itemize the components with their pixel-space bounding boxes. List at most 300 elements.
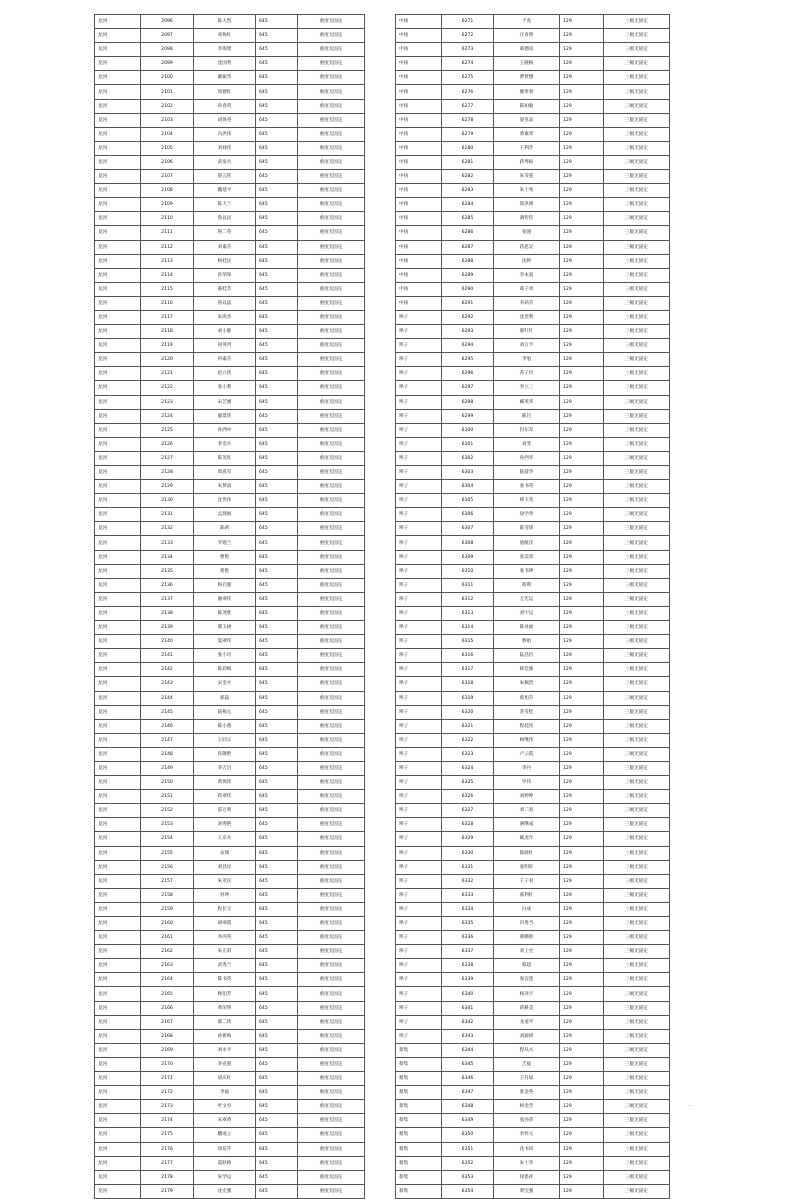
- category-cell: 三级无固定: [604, 1043, 670, 1057]
- name-cell: 韩佳修: [494, 663, 560, 677]
- amount-cell: 645: [256, 1043, 298, 1057]
- table-row: [396, 1100, 670, 1114]
- table-row: [396, 508, 670, 522]
- name-cell: 满传钦: [494, 212, 560, 226]
- category-cell: 重度无固定: [298, 677, 365, 691]
- name-cell: 徐花芹: [194, 1142, 256, 1156]
- amount-cell: 129: [560, 733, 604, 747]
- amount-cell: 645: [256, 564, 298, 578]
- table-row: [396, 804, 670, 818]
- amount-cell: 645: [256, 705, 298, 719]
- name-cell: 王晓梅: [494, 57, 560, 71]
- category-cell: 三级无固定: [604, 874, 670, 888]
- name-cell: 刘永平: [194, 1043, 256, 1057]
- number-cell: 6325: [442, 776, 494, 790]
- amount-cell: 129: [560, 1100, 604, 1114]
- amount-cell: 129: [560, 621, 604, 635]
- category-cell: 三级无固定: [604, 1100, 670, 1114]
- region-cell: 龙河: [95, 776, 141, 790]
- region-cell: 埠子: [396, 466, 442, 480]
- number-cell: 6323: [442, 747, 494, 761]
- table-row: [95, 212, 365, 226]
- table-row: [95, 15, 365, 29]
- amount-cell: 129: [560, 409, 604, 423]
- amount-cell: 129: [560, 719, 604, 733]
- region-cell: 中扬: [396, 184, 442, 198]
- name-cell: 陆昌臣: [494, 649, 560, 663]
- amount-cell: 645: [256, 790, 298, 804]
- number-cell: 2118: [141, 325, 194, 339]
- amount-cell: 129: [560, 931, 604, 945]
- category-cell: 重度无固定: [298, 1029, 365, 1043]
- table-row: [396, 606, 670, 620]
- number-cell: 2135: [141, 564, 194, 578]
- number-cell: 6328: [442, 818, 494, 832]
- number-cell: 2126: [141, 437, 194, 451]
- name-cell: 蒋思吴: [494, 240, 560, 254]
- amount-cell: 645: [256, 804, 298, 818]
- amount-cell: 645: [256, 141, 298, 155]
- name-cell: 张书坤: [494, 564, 560, 578]
- name-cell: 夏翠侠: [194, 635, 256, 649]
- region-cell: 龙河: [95, 606, 141, 620]
- region-cell: 龙河: [95, 663, 141, 677]
- name-cell: 徐英玥: [194, 339, 256, 353]
- category-cell: 三级无固定: [604, 691, 670, 705]
- number-cell: 2128: [141, 466, 194, 480]
- number-cell: 6347: [442, 1086, 494, 1100]
- number-cell: 6345: [442, 1057, 494, 1071]
- category-cell: 重度无固定: [298, 1184, 365, 1198]
- amount-cell: 129: [560, 15, 604, 29]
- number-cell: 6331: [442, 860, 494, 874]
- table-row: [396, 761, 670, 775]
- amount-cell: 645: [256, 987, 298, 1001]
- number-cell: 6286: [442, 226, 494, 240]
- region-cell: 龙河: [95, 1170, 141, 1184]
- table-row: [95, 874, 365, 888]
- amount-cell: 645: [256, 1156, 298, 1170]
- amount-cell: 129: [560, 170, 604, 184]
- number-cell: 2144: [141, 691, 194, 705]
- name-cell: 朱雪莲: [494, 170, 560, 184]
- category-cell: 三级无固定: [604, 592, 670, 606]
- name-cell: 朱正彩: [194, 945, 256, 959]
- amount-cell: 129: [560, 846, 604, 860]
- number-cell: 2176: [141, 1142, 194, 1156]
- number-cell: 6349: [442, 1114, 494, 1128]
- name-cell: 李丙英: [194, 931, 256, 945]
- number-cell: 2159: [141, 902, 194, 916]
- table-row: [396, 1029, 670, 1043]
- category-cell: 三级无固定: [604, 733, 670, 747]
- number-cell: 6342: [442, 1015, 494, 1029]
- category-cell: 三级无固定: [604, 1128, 670, 1142]
- number-cell: 2102: [141, 99, 194, 113]
- category-cell: 三级无固定: [604, 959, 670, 973]
- number-cell: 2160: [141, 917, 194, 931]
- number-cell: 2113: [141, 254, 194, 268]
- name-cell: 刘骏研: [494, 1029, 560, 1043]
- category-cell: 三级无固定: [604, 1142, 670, 1156]
- category-cell: 重度无固定: [298, 494, 365, 508]
- name-cell: 廖景侠: [194, 409, 256, 423]
- table-row: [396, 733, 670, 747]
- amount-cell: 129: [560, 663, 604, 677]
- table-row: [396, 677, 670, 691]
- amount-cell: 645: [256, 663, 298, 677]
- name-cell: 叶文亭: [194, 1100, 256, 1114]
- table-row: [95, 931, 365, 945]
- name-cell: 胡庆红: [194, 1072, 256, 1086]
- category-cell: 重度无固定: [298, 621, 365, 635]
- region-cell: 埠子: [396, 592, 442, 606]
- number-cell: 2117: [141, 310, 194, 324]
- table-row: [95, 1015, 365, 1029]
- name-cell: 曹梦德: [494, 71, 560, 85]
- region-cell: 埠子: [396, 790, 442, 804]
- category-cell: 重度无固定: [298, 43, 365, 57]
- amount-cell: 645: [256, 57, 298, 71]
- amount-cell: 129: [560, 606, 604, 620]
- number-cell: 6322: [442, 733, 494, 747]
- amount-cell: 129: [560, 113, 604, 127]
- number-cell: 6317: [442, 663, 494, 677]
- region-cell: 龙河: [95, 846, 141, 860]
- category-cell: 三级无固定: [604, 508, 670, 522]
- number-cell: 6312: [442, 592, 494, 606]
- table-row: [95, 973, 365, 987]
- region-cell: 龙河: [95, 57, 141, 71]
- region-cell: 龙河: [95, 705, 141, 719]
- category-cell: 三级无固定: [604, 1001, 670, 1015]
- name-cell: 陈雪锋: [494, 522, 560, 536]
- table-row: [95, 917, 365, 931]
- name-cell: 冯洪伟: [194, 127, 256, 141]
- name-cell: 梁亚品: [494, 113, 560, 127]
- amount-cell: 129: [560, 254, 604, 268]
- number-cell: 6324: [442, 761, 494, 775]
- table-row: [396, 480, 670, 494]
- category-cell: 三级无固定: [604, 832, 670, 846]
- name-cell: 徐学善: [494, 508, 560, 522]
- number-cell: 2103: [141, 113, 194, 127]
- region-cell: 中扬: [396, 85, 442, 99]
- name-cell: 朱佩贵: [494, 677, 560, 691]
- category-cell: 三级无固定: [604, 409, 670, 423]
- name-cell: 刘禄侠: [194, 141, 256, 155]
- name-cell: 封东军: [494, 423, 560, 437]
- amount-cell: 129: [560, 550, 604, 564]
- number-cell: 6304: [442, 480, 494, 494]
- amount-cell: 645: [256, 184, 298, 198]
- name-cell: 苏子玲: [494, 367, 560, 381]
- name-cell: 李莉芬: [494, 296, 560, 310]
- amount-cell: 645: [256, 494, 298, 508]
- region-cell: 中扬: [396, 113, 442, 127]
- table-row: [396, 1015, 670, 1029]
- number-cell: 6305: [442, 494, 494, 508]
- table-row: [95, 606, 365, 620]
- region-cell: 龙河: [95, 945, 141, 959]
- amount-cell: 645: [256, 381, 298, 395]
- region-cell: 龙河: [95, 1015, 141, 1029]
- name-cell: 赵立侠: [194, 367, 256, 381]
- region-cell: 龙河: [95, 99, 141, 113]
- amount-cell: 129: [560, 564, 604, 578]
- number-cell: 6279: [442, 127, 494, 141]
- category-cell: 三级无固定: [604, 606, 670, 620]
- region-cell: 蔡集: [396, 1086, 442, 1100]
- amount-cell: 129: [560, 1029, 604, 1043]
- region-cell: 龙河: [95, 325, 141, 339]
- region-cell: 龙河: [95, 649, 141, 663]
- category-cell: 三级无固定: [604, 1156, 670, 1170]
- name-cell: 戴振华: [194, 71, 256, 85]
- right-roster-body: [396, 15, 670, 1199]
- category-cell: 三级无固定: [604, 353, 670, 367]
- category-cell: 重度无固定: [298, 1043, 365, 1057]
- region-cell: 埠子: [396, 578, 442, 592]
- table-row: [95, 480, 365, 494]
- name-cell: 郝桂芳: [194, 282, 256, 296]
- name-cell: 孙春英: [194, 99, 256, 113]
- region-cell: 埠子: [396, 888, 442, 902]
- name-cell: 刘士宏: [494, 945, 560, 959]
- table-row: [95, 818, 365, 832]
- page-mark: ··: [689, 1103, 693, 1109]
- amount-cell: 129: [560, 578, 604, 592]
- number-cell: 2122: [141, 381, 194, 395]
- region-cell: 埠子: [396, 395, 442, 409]
- name-cell: 韩玉英: [494, 494, 560, 508]
- table-row: [396, 902, 670, 916]
- category-cell: 重度无固定: [298, 437, 365, 451]
- name-cell: 刘变: [494, 437, 560, 451]
- number-cell: 6311: [442, 578, 494, 592]
- category-cell: 重度无固定: [298, 1086, 365, 1100]
- category-cell: 三级无固定: [604, 550, 670, 564]
- name-cell: 张金英: [494, 1086, 560, 1100]
- name-cell: 鲁二英: [194, 226, 256, 240]
- table-row: [95, 296, 365, 310]
- number-cell: 2177: [141, 1156, 194, 1170]
- amount-cell: 645: [256, 888, 298, 902]
- name-cell: 黄保侠: [194, 776, 256, 790]
- amount-cell: 129: [560, 1128, 604, 1142]
- table-row: [95, 310, 365, 324]
- table-row: [95, 804, 365, 818]
- category-cell: 三级无固定: [604, 339, 670, 353]
- table-row: [396, 381, 670, 395]
- table-row: [396, 212, 670, 226]
- category-cell: 重度无固定: [298, 888, 365, 902]
- category-cell: 三级无固定: [604, 127, 670, 141]
- number-cell: 2164: [141, 973, 194, 987]
- amount-cell: 129: [560, 804, 604, 818]
- name-cell: 郝玉树: [194, 621, 256, 635]
- table-row: [95, 494, 365, 508]
- amount-cell: 645: [256, 846, 298, 860]
- name-cell: 黄素荣: [494, 127, 560, 141]
- table-row: [396, 621, 670, 635]
- region-cell: 龙河: [95, 71, 141, 85]
- name-cell: 李怀元: [494, 1128, 560, 1142]
- amount-cell: 645: [256, 973, 298, 987]
- name-cell: 于查: [494, 15, 560, 29]
- table-row: [396, 818, 670, 832]
- table-row: [396, 409, 670, 423]
- table-row: [95, 170, 365, 184]
- category-cell: 重度无固定: [298, 423, 365, 437]
- table-row: [95, 451, 365, 465]
- name-cell: 张强: [494, 226, 560, 240]
- name-cell: 罗伟: [494, 776, 560, 790]
- region-cell: 龙河: [95, 1128, 141, 1142]
- table-row: [396, 931, 670, 945]
- table-row: [396, 945, 670, 959]
- number-cell: 6332: [442, 874, 494, 888]
- table-row: [396, 254, 670, 268]
- category-cell: 重度无固定: [298, 804, 365, 818]
- region-cell: 中扬: [396, 212, 442, 226]
- region-cell: 中扬: [396, 254, 442, 268]
- number-cell: 6291: [442, 296, 494, 310]
- number-cell: 2123: [141, 395, 194, 409]
- table-row: [95, 564, 365, 578]
- left-roster-table: [94, 14, 365, 1199]
- category-cell: 三级无固定: [604, 494, 670, 508]
- category-cell: 三级无固定: [604, 663, 670, 677]
- amount-cell: 645: [256, 917, 298, 931]
- category-cell: 重度无固定: [298, 790, 365, 804]
- category-cell: 三级无固定: [604, 423, 670, 437]
- amount-cell: 129: [560, 917, 604, 931]
- number-cell: 2146: [141, 719, 194, 733]
- amount-cell: 129: [560, 212, 604, 226]
- name-cell: 沈婷: [494, 254, 560, 268]
- table-row: [396, 1142, 670, 1156]
- number-cell: 2145: [141, 705, 194, 719]
- amount-cell: 129: [560, 1086, 604, 1100]
- table-row: [95, 1072, 365, 1086]
- region-cell: 龙河: [95, 451, 141, 465]
- table-row: [396, 1043, 670, 1057]
- number-cell: 2121: [141, 367, 194, 381]
- table-row: [396, 832, 670, 846]
- region-cell: 龙河: [95, 282, 141, 296]
- category-cell: 三级无固定: [604, 184, 670, 198]
- table-row: [95, 1001, 365, 1015]
- region-cell: 中扬: [396, 198, 442, 212]
- table-row: [396, 522, 670, 536]
- region-cell: 蔡集: [396, 1043, 442, 1057]
- name-cell: 蒋翠侠: [194, 790, 256, 804]
- region-cell: 龙河: [95, 635, 141, 649]
- name-cell: 郝红红: [494, 325, 560, 339]
- table-row: [396, 592, 670, 606]
- category-cell: 重度无固定: [298, 451, 365, 465]
- amount-cell: 129: [560, 1170, 604, 1184]
- table-row: [396, 635, 670, 649]
- amount-cell: 129: [560, 141, 604, 155]
- category-cell: 三级无固定: [604, 381, 670, 395]
- table-row: [95, 85, 365, 99]
- name-cell: 邵洪洲: [494, 198, 560, 212]
- amount-cell: 129: [560, 902, 604, 916]
- amount-cell: 645: [256, 29, 298, 43]
- table-row: [95, 325, 365, 339]
- name-cell: 蔡利: [494, 578, 560, 592]
- number-cell: 6288: [442, 254, 494, 268]
- region-cell: 龙河: [95, 959, 141, 973]
- table-row: [95, 1057, 365, 1071]
- category-cell: 重度无固定: [298, 353, 365, 367]
- region-cell: 龙河: [95, 621, 141, 635]
- number-cell: 6306: [442, 508, 494, 522]
- region-cell: 埠子: [396, 564, 442, 578]
- amount-cell: 645: [256, 677, 298, 691]
- region-cell: 龙河: [95, 1114, 141, 1128]
- name-cell: 陈茂旺: [194, 451, 256, 465]
- number-cell: 6314: [442, 621, 494, 635]
- region-cell: 中扬: [396, 57, 442, 71]
- number-cell: 6341: [442, 1001, 494, 1015]
- amount-cell: 645: [256, 832, 298, 846]
- table-row: [95, 1100, 365, 1114]
- table-row: [95, 959, 365, 973]
- name-cell: 张小利: [194, 381, 256, 395]
- table-row: [396, 466, 670, 480]
- table-row: [95, 1029, 365, 1043]
- table-row: [95, 99, 365, 113]
- number-cell: 2148: [141, 747, 194, 761]
- amount-cell: 645: [256, 113, 298, 127]
- region-cell: 龙河: [95, 578, 141, 592]
- table-row: [396, 353, 670, 367]
- amount-cell: 645: [256, 1001, 298, 1015]
- region-cell: 龙河: [95, 747, 141, 761]
- region-cell: 埠子: [396, 987, 442, 1001]
- name-cell: 宋金兵: [194, 677, 256, 691]
- table-row: [95, 733, 365, 747]
- category-cell: 三级无固定: [604, 451, 670, 465]
- number-cell: 2179: [141, 1184, 194, 1198]
- amount-cell: 129: [560, 127, 604, 141]
- category-cell: 重度无固定: [298, 522, 365, 536]
- name-cell: 葛子勇: [494, 282, 560, 296]
- name-cell: 陆梅元: [194, 705, 256, 719]
- amount-cell: 645: [256, 649, 298, 663]
- right-roster-table: [395, 14, 670, 1199]
- name-cell: 宋瑞: [194, 846, 256, 860]
- amount-cell: 645: [256, 226, 298, 240]
- table-row: [396, 155, 670, 169]
- region-cell: 龙河: [95, 508, 141, 522]
- table-row: [396, 437, 670, 451]
- name-cell: 龚艳: [194, 564, 256, 578]
- name-cell: 李旭: [494, 353, 560, 367]
- category-cell: 三级无固定: [604, 846, 670, 860]
- region-cell: 中扬: [396, 226, 442, 240]
- table-row: [396, 846, 670, 860]
- amount-cell: 129: [560, 747, 604, 761]
- category-cell: 三级无固定: [604, 15, 670, 29]
- name-cell: 胡翠霞: [194, 917, 256, 931]
- number-cell: 6272: [442, 29, 494, 43]
- category-cell: 重度无固定: [298, 381, 365, 395]
- number-cell: 6354: [442, 1184, 494, 1198]
